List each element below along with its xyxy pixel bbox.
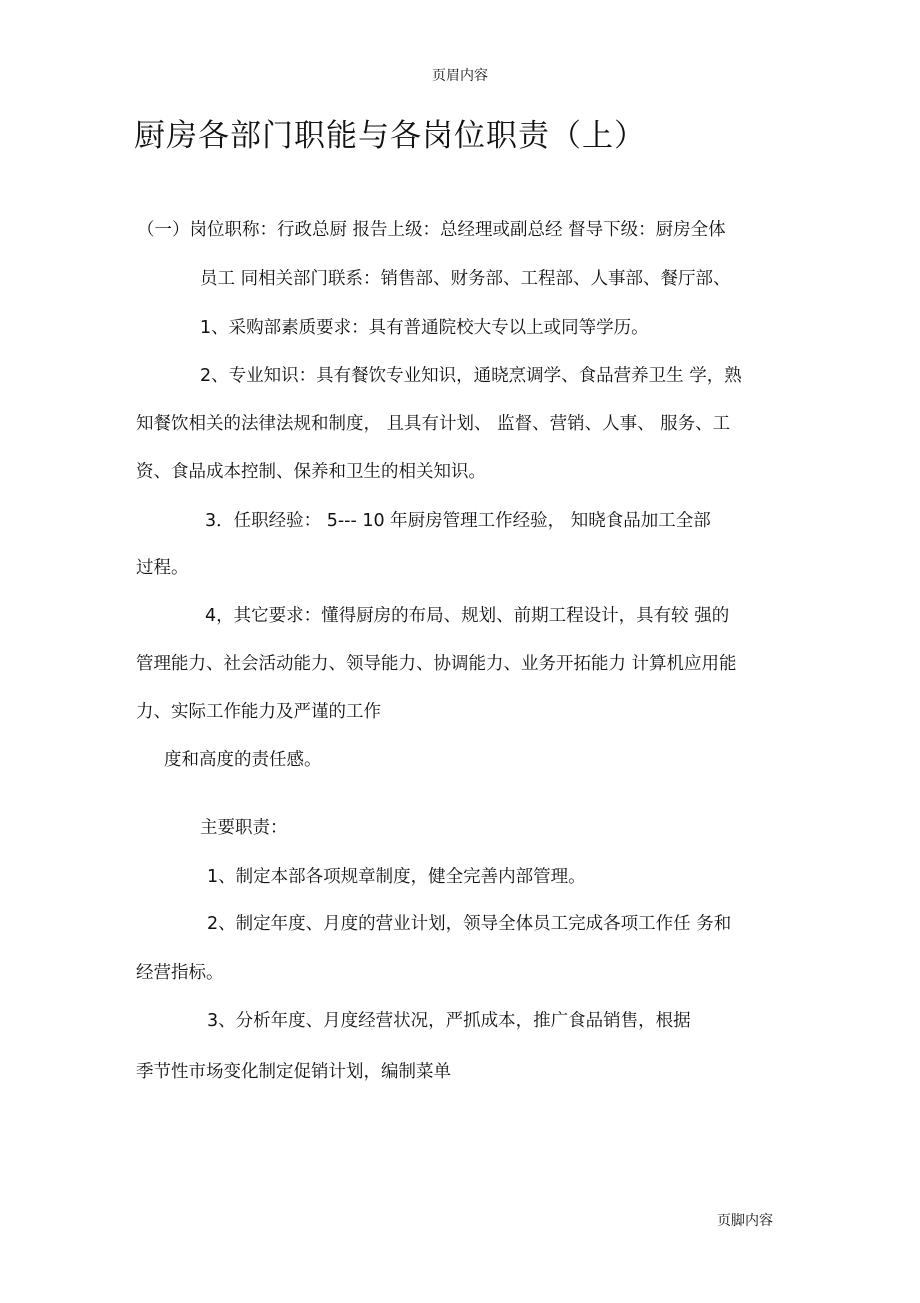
body-line: 2、制定年度、月度的营业计划，领导全体员工完成各项工作任 务和 <box>207 914 732 934</box>
body-line: 1、制定本部各项规章制度，健全完善内部管理。 <box>207 867 586 887</box>
body-line: 季节性市场变化制定促销计划，编制菜单 <box>136 1062 451 1082</box>
section-heading: 主要职责： <box>200 818 288 838</box>
body-line: 1、采购部素质要求：具有普通院校大专以上或同等学历。 <box>200 318 649 338</box>
body-line: 资、食品成本控制、保养和卫生的相关知识。 <box>136 462 486 482</box>
body-line: 度和高度的责任感。 <box>164 750 322 770</box>
body-line: 3、分析年度、月度经营状况，严抓成本，推广食品销售，根据 <box>207 1011 691 1031</box>
body-line: 力、实际工作能力及严谨的工作 <box>136 702 381 722</box>
body-line: 4，其它要求：懂得厨房的布局、规划、前期工程设计，具有较 强的 <box>205 606 730 626</box>
body-line: 2、专业知识：具有餐饮专业知识，通晓烹调学、食品营养卫生 学，熟 <box>200 366 742 386</box>
body-line: 经营指标。 <box>136 963 224 983</box>
page-header: 页眉内容 <box>432 68 488 84</box>
body-line: 3．任职经验： 5--- 10 年厨房管理工作经验， 知晓食品加工全部 <box>205 511 711 531</box>
document-title: 厨房各部门职能与各岗位职责（上） <box>134 118 646 154</box>
body-line: （一）岗位职称：行政总厨 报告上级：总经理或副总经 督导下级：厨房全体 <box>137 220 726 240</box>
body-line: 管理能力、社会活动能力、领导能力、协调能力、业务开拓能力 计算机应用能 <box>136 654 737 674</box>
body-line: 知餐饮相关的法律法规和制度， 且具有计划、 监督、营销、人事、 服务、工 <box>136 414 731 434</box>
page-footer: 页脚内容 <box>717 1213 773 1229</box>
body-line: 过程。 <box>136 558 189 578</box>
body-line: 员工 同相关部门联系：销售部、财务部、工程部、人事部、餐厅部、 <box>200 269 731 289</box>
